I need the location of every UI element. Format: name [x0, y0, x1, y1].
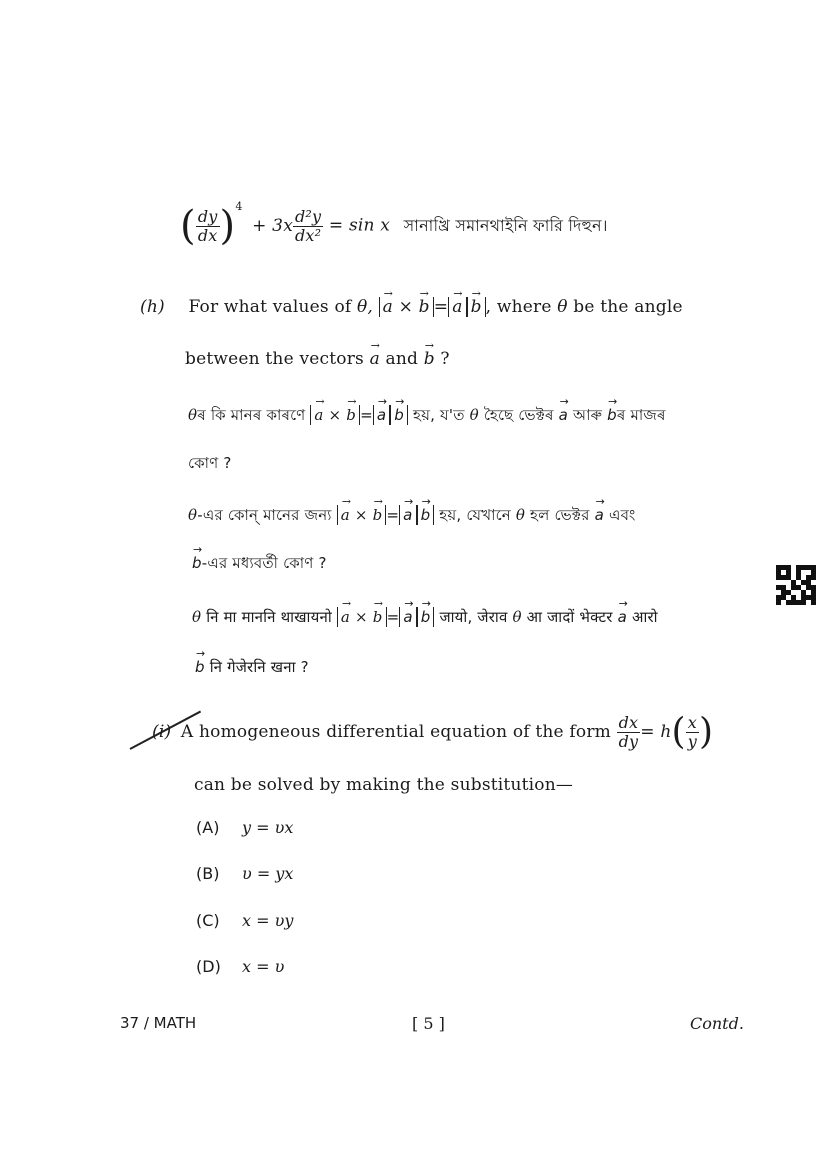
question-i-line2: can be solved by making the substitution—: [194, 775, 574, 795]
x-over-y-fraction: $\frac{x}{y}$: [687, 713, 697, 751]
exam-page: ( $\frac{dy}{dx}$ )$^4$ + 3x $\frac{\text{d²y}}{\text{dx²}}$ = sin x সানাখ্ৰি সমানথাইনি ফারি দিহুন। (h) For what values of θ, a → × b → = a → b → , where θ be the angle between the vectors a → and b → ? θৰ কি মানৰ কাৰণে a → × b → = a → b → হয়, য'ত θ হৈছে ভেক্টৰ a → আৰু b →ৰ মাজৰ কোণ ? θ-এর কোন্ মানের জন্য a → × b → = a → b → হয়, যেখানে θ হল ভেক্টর a → এবং b →-এর মধ্যবর্তী কোণ ? θ नि मा माननि थाखायनो a → × b → = a → b → जायो, जेराव θ आ जादों भेक्टर a → आरो b → नि गेजेरनि खना ? (i) A homogeneous differential equation of the form $\frac{dx}{dy}$ = h( $\frac{x}{y}$ ) can be solved by making the substitution— (A) y = υx (B) υ = yx (C) x = υy (D) x = υ 37 / MATH [ 5 ] Contd.: [0, 0, 826, 1169]
question-h-bo-line1: θ नि मा माननि थाखायनो a → × b → = a → b → जायो, जेराव θ आ जादों भेक्टर a → आरो: [192, 606, 658, 628]
cross-product-magnitude: a → × b →: [379, 297, 434, 317]
footer-code: 37 / MATH: [120, 1014, 197, 1032]
question-h-bn-line1: θ-এর কোন্ মানের জন্য a → × b → = a → b → হয়, যেখানে θ হল ভেক্টর a → এবং: [188, 504, 636, 526]
question-h-bn-line2: b →-এর মধ্যবর্তী কোণ ?: [192, 552, 327, 574]
close-paren: ): [219, 203, 236, 250]
question-i-label: (i): [152, 722, 172, 742]
dx-dy-fraction: $\frac{dx}{dy}$: [618, 713, 639, 751]
question-h-en-line2: between the vectors a → and b → ?: [185, 348, 450, 370]
footer-contd: Contd.: [690, 1014, 744, 1033]
intro-equation-line: ( $\frac{dy}{dx}$ )$^4$ + 3x $\frac{\text{d²y}}{\text{dx²}}$ = sin x সানাখ্ৰি সমানথাইনি ফারি দিহুন।: [180, 200, 608, 250]
question-h-bo-line2: b → नि गेजेरनि खना ?: [195, 656, 309, 678]
question-h-as-line1: θৰ কি মানৰ কাৰণে a → × b → = a → b → হয়, য'ত θ হৈছে ভেক্টৰ a → আৰু b →ৰ মাজৰ: [188, 404, 666, 426]
footer-page-number: [ 5 ]: [412, 1014, 445, 1033]
question-h-en-line1: (h) For what values of θ, a → × b → = a → b → , where θ be the angle: [140, 296, 683, 318]
dy-dx-fraction: $\frac{dy}{dx}$: [197, 206, 218, 245]
open-paren: (: [180, 203, 196, 250]
question-h-label: (h): [140, 297, 165, 317]
qr-code: [776, 565, 816, 605]
question-h-as-line2: কোণ ?: [188, 454, 232, 472]
question-i-line1: (i) A homogeneous differential equation of the form $\frac{dx}{dy}$ = h( $\frac{x}{y}$ ): [152, 711, 714, 753]
second-derivative-fraction: $\frac{\text{d²y}}{\text{dx²}}$: [294, 206, 322, 245]
